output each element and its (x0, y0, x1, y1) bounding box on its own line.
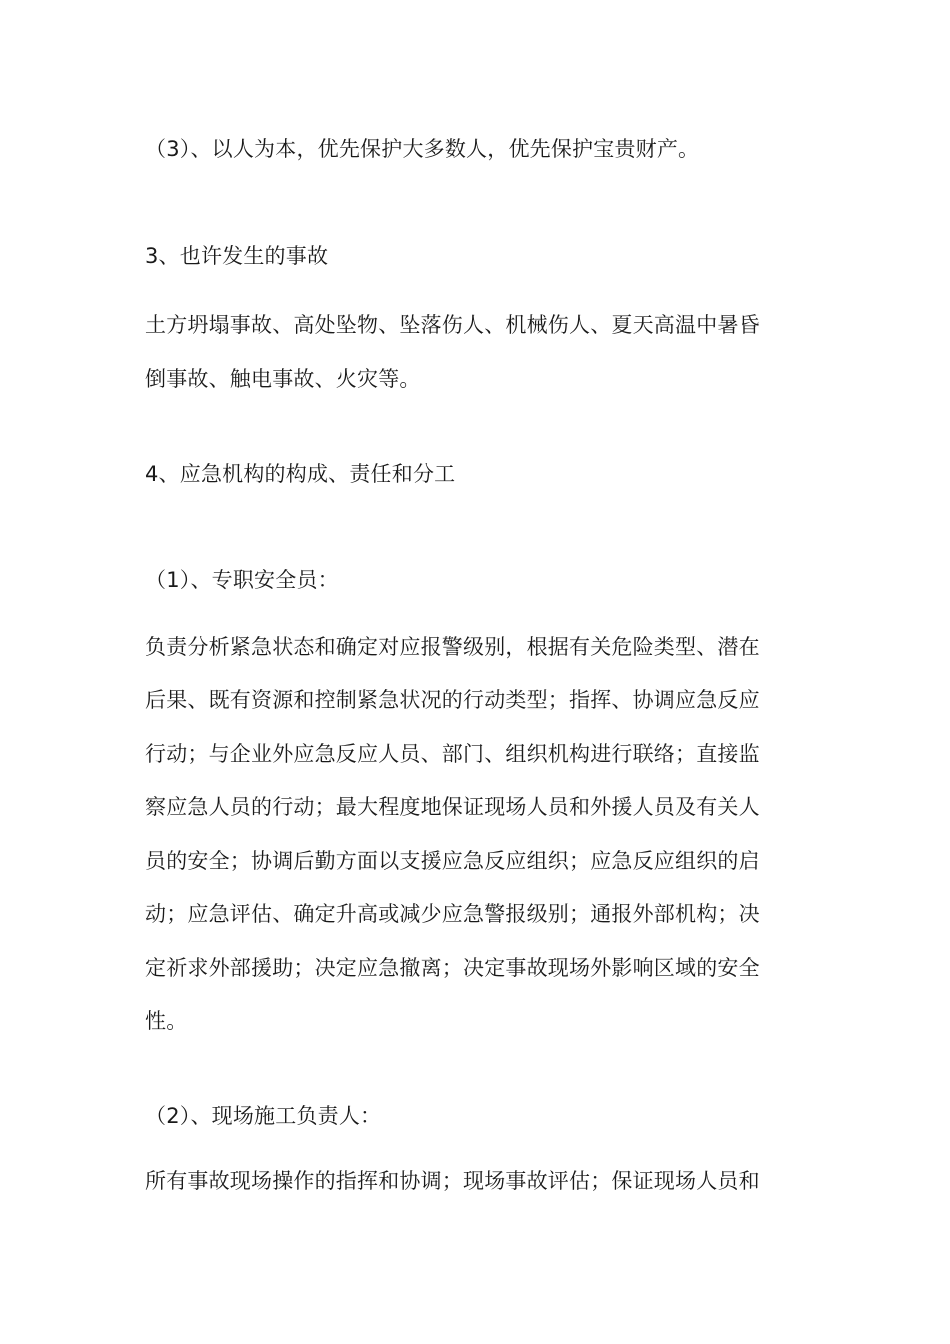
subheading-1: （1）、专职安全员： (145, 568, 339, 592)
paragraph-line: 定祈求外部援助；决定应急撤离；决定事故现场外影响区域的安全 (145, 956, 760, 980)
principle-item-3: （3）、以人为本，优先保护大多数人，优先保护宝贵财产。 (145, 137, 700, 161)
paragraph-line: 性。 (145, 1009, 188, 1033)
paragraph-line: 动；应急评估、确定升高或减少应急警报级别；通报外部机构；决 (145, 902, 760, 926)
paragraph-line: 察应急人员的行动；最大程度地保证现场人员和外援人员及有关人 (145, 795, 760, 819)
paragraph-line: 倒事故、触电事故、火灾等。 (145, 367, 421, 391)
paragraph-line: 土方坍塌事故、高处坠物、坠落伤人、机械伤人、夏天高温中暑昏 (145, 313, 760, 337)
paragraph-line: 员的安全；协调后勤方面以支援应急反应组织；应急反应组织的启 (145, 849, 760, 873)
paragraph-line: 负责分析紧急状态和确定对应报警级别，根据有关危险类型、潜在 (145, 635, 760, 659)
subheading-2: （2）、现场施工负责人： (145, 1104, 382, 1128)
paragraph-line: 行动；与企业外应急反应人员、部门、组织机构进行联络；直接监 (145, 742, 760, 766)
paragraph-line: 所有事故现场操作的指挥和协调；现场事故评估；保证现场人员和 (145, 1169, 760, 1193)
paragraph-line: 后果、既有资源和控制紧急状况的行动类型；指挥、协调应急反应 (145, 688, 760, 712)
section-heading-3: 3、也许发生的事故 (145, 244, 329, 268)
section-heading-4: 4、应急机构的构成、责任和分工 (145, 462, 456, 486)
